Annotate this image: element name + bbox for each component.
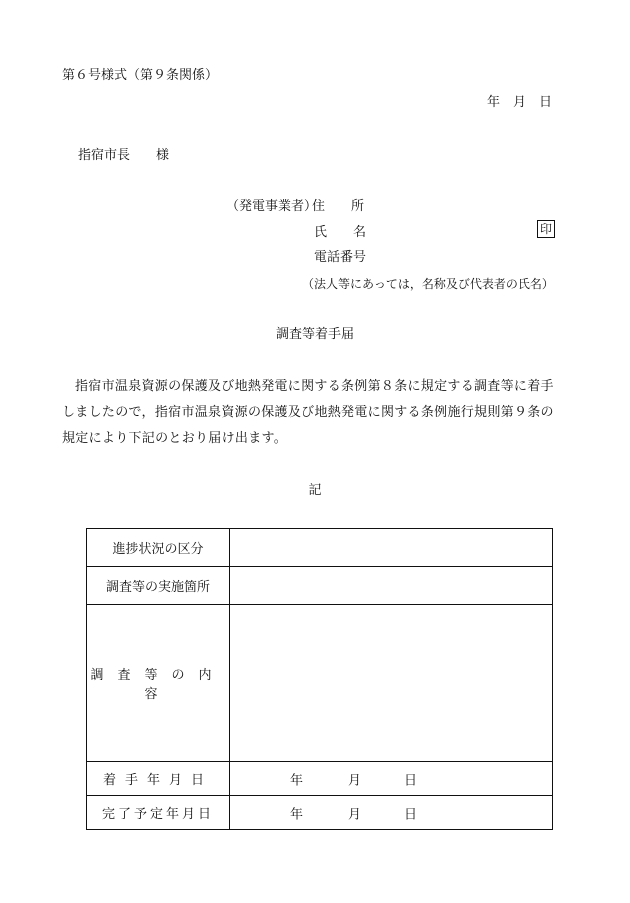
- form-number: 第６号様式（第９条関係）: [62, 68, 219, 83]
- address-label: 住 所: [312, 199, 365, 214]
- day-label: 日: [404, 773, 418, 788]
- ki-heading: 記: [308, 483, 322, 498]
- addressee: 指宿市長 様: [78, 148, 170, 163]
- year-label: 年: [290, 807, 304, 822]
- survey-content-field[interactable]: [230, 605, 553, 762]
- table-row: [87, 762, 553, 796]
- progress-category-field[interactable]: [230, 529, 553, 567]
- day-label: 日: [404, 807, 418, 822]
- row-label: [87, 762, 230, 796]
- completion-date-field[interactable]: [230, 796, 553, 830]
- info-table: [86, 528, 553, 830]
- applicant-role-label: （発電事業者）: [226, 199, 318, 214]
- name-label: 氏 名: [314, 225, 367, 240]
- month-label: 月: [348, 807, 362, 822]
- start-date-field[interactable]: [230, 762, 553, 796]
- row-label-text: 調査等の内容: [90, 668, 226, 702]
- survey-location-field[interactable]: [230, 567, 553, 605]
- corporation-note: （法人等にあっては，名称及び代表者の氏名）: [302, 277, 554, 291]
- year-label: 年: [290, 773, 304, 788]
- month-label: 月: [348, 773, 362, 788]
- row-label: [87, 605, 230, 762]
- phone-label: 電話番号: [314, 250, 367, 265]
- table-row: [87, 567, 553, 605]
- row-label: [87, 796, 230, 830]
- row-label-text: 完了予定年月日: [101, 807, 214, 822]
- table-row: [87, 605, 553, 762]
- row-label: 調査等の実施箇所: [87, 567, 230, 605]
- row-label: 進捗状況の区分: [87, 529, 230, 567]
- table-row: [87, 529, 553, 567]
- table-row: [87, 796, 553, 830]
- submission-date: 年 月 日: [486, 95, 552, 110]
- document-title: 調査等着手届: [275, 327, 354, 342]
- seal-mark: 印: [537, 220, 555, 238]
- body-text: 指宿市温泉資源の保護及び地熱発電に関する条例第８条に規定する調査等に着手しましたので，指宿市温泉資源の保護及び地熱発電に関する条例施行規則第９条の規定により下記のとおり届け出ます。: [62, 379, 554, 446]
- row-label-text: 着手年月日: [102, 773, 213, 788]
